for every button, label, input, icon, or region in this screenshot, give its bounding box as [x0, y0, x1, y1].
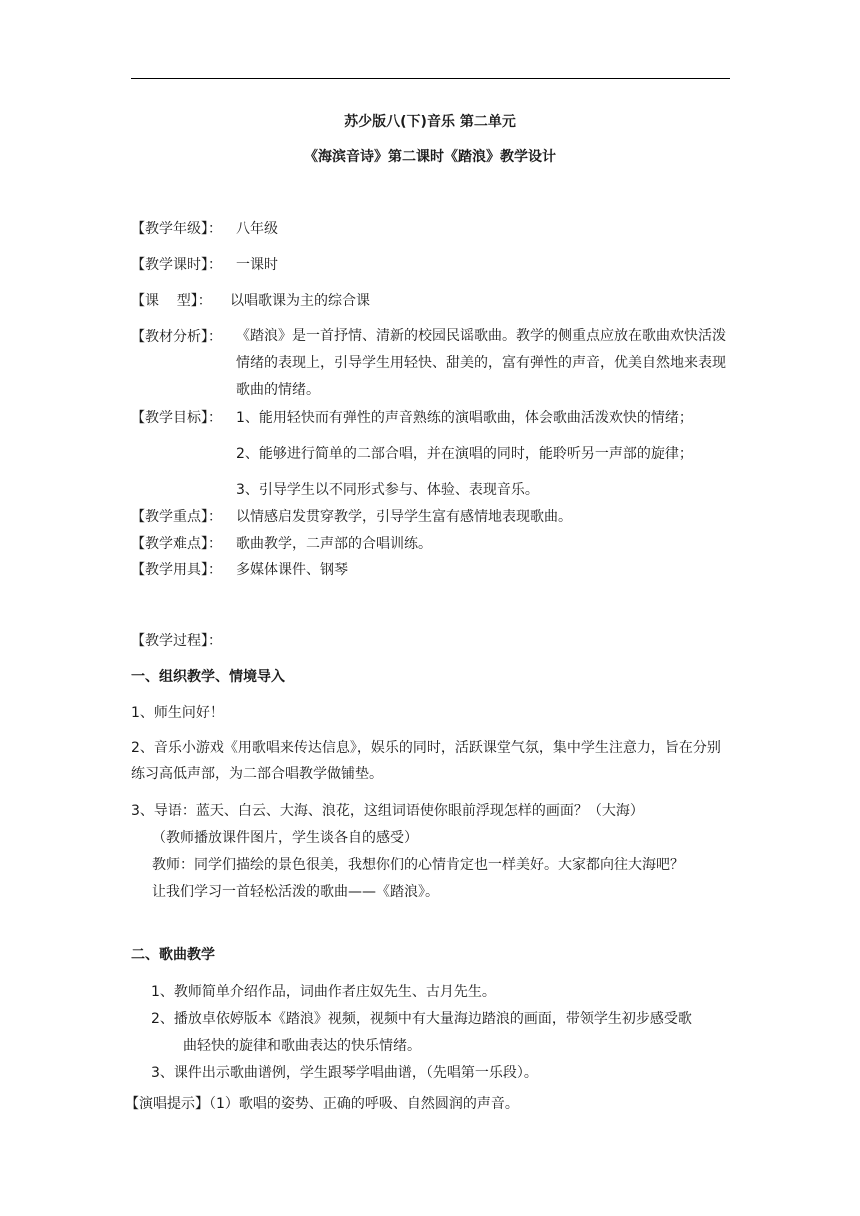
section2-item1: 1、教师简单介绍作品，词曲作者庄奴先生、古月先生。 [151, 984, 496, 1000]
section1-title: 一、组织教学、情境导入 [131, 669, 285, 685]
field-label-grade: 【教学年级】： [131, 221, 222, 237]
goal-item-3: 3、引导学生以不同形式参与、体验、表现音乐。 [236, 482, 539, 498]
field-value-analysis: 《踏浪》是一首抒情、清新的校园民谣歌曲。教学的侧重点应放在歌曲欢快活泼情绪的表现上，引导学生用轻快、甜美的，富有弹性的声音，优美自然地来表现歌曲的情绪。 [236, 328, 726, 398]
field-label-type: 【课 型】： [131, 293, 212, 309]
section1-p2: 2、音乐小游戏《用歌唱来传达信息》，娱乐的同时，活跃课堂气氛，集中学生注意力，旨在分别练习高低声部，为二部合唱教学做铺垫。 [131, 740, 721, 782]
field-value-difficulty: 歌曲教学，二声部的合唱训练。 [236, 536, 432, 552]
section2-item2-line2: 曲轻快的旋律和歌曲表达的快乐情绪。 [183, 1038, 421, 1054]
process-heading: 【教学过程】： [131, 633, 222, 649]
field-label-goals: 【教学目标】： [131, 410, 222, 426]
section1-p3a: （教师播放课件图片，学生谈各自的感受） [152, 830, 418, 846]
field-value-tools: 多媒体课件、钢琴 [236, 562, 348, 578]
field-label-difficulty: 【教学难点】： [131, 536, 222, 552]
section2-tip: 【演唱提示】（1）歌唱的姿势、正确的呼吸、自然圆润的声音。 [125, 1096, 519, 1112]
field-label-tools: 【教学用具】： [131, 562, 222, 578]
field-label-key-point: 【教学重点】： [131, 509, 222, 525]
field-label-analysis: 【教材分析】： [131, 329, 222, 345]
goal-item-2: 2、能够进行简单的二部合唱，并在演唱的同时，能聆听另一声部的旋律； [236, 446, 693, 462]
section2-title: 二、歌曲教学 [131, 947, 215, 963]
section1-p3: 3、导语：蓝天、白云、大海、浪花，这组词语使你眼前浮现怎样的画面？（大海） [131, 803, 644, 819]
goal-item-1: 1、能用轻快而有弹性的声音熟练的演唱歌曲，体会歌曲活泼欢快的情绪； [236, 410, 693, 426]
doc-title-line1: 苏少版八(下)音乐 第二单元 [344, 114, 516, 130]
section1-p1: 1、师生问好！ [131, 705, 224, 721]
section2-item3: 3、课件出示歌曲谱例，学生跟琴学唱曲谱，（先唱第一乐段）。 [151, 1065, 538, 1081]
field-value-hours: 一课时 [236, 257, 278, 273]
section1-p3c: 让我们学习一首轻松活泼的歌曲——《踏浪》。 [152, 884, 439, 900]
section1-p3b: 教师：同学们描绘的景色很美，我想你们的心情肯定也一样美好。大家都向往大海吧？ [152, 857, 684, 873]
field-label-hours: 【教学课时】： [131, 257, 222, 273]
field-value-grade: 八年级 [236, 221, 278, 237]
header-rule [131, 78, 730, 79]
field-value-key-point: 以情感启发贯穿教学，引导学生富有感情地表现歌曲。 [236, 509, 572, 525]
section2-item2-line1: 2、播放卓依婷版本《踏浪》视频，视频中有大量海边踏浪的画面，带领学生初步感受歌 [151, 1011, 692, 1027]
doc-title-line2: 《海滨音诗》第二课时《踏浪》教学设计 [304, 149, 556, 165]
field-value-type: 以唱歌课为主的综合课 [230, 293, 370, 309]
